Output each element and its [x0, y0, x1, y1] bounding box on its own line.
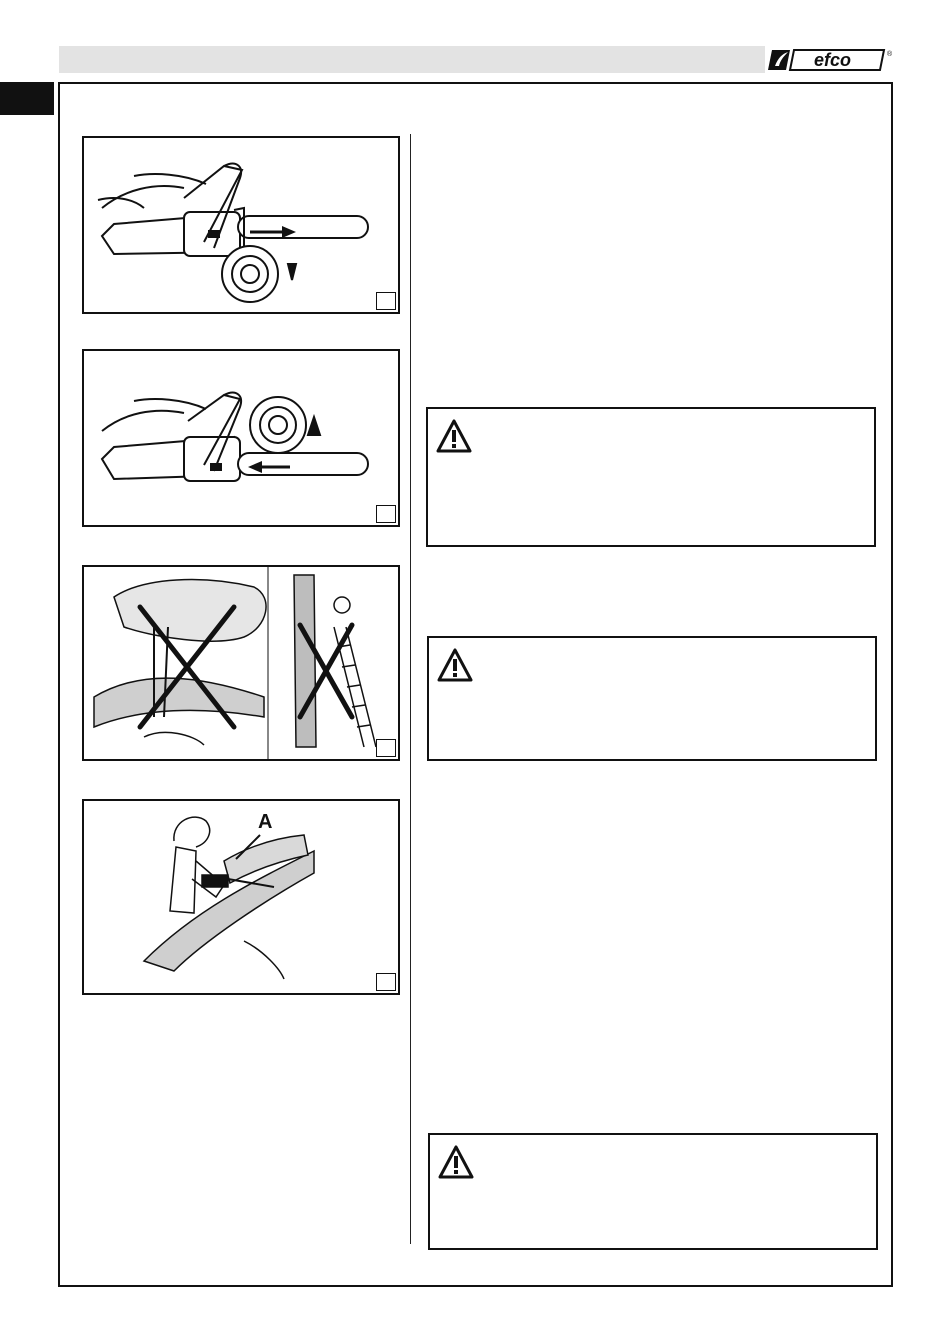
figure-number-box [376, 973, 396, 991]
efco-logo [768, 46, 896, 74]
chainsaw-pulling-chain-illustration [84, 138, 398, 312]
brand-text: efco [814, 50, 852, 70]
forbidden-cutting-in-tree-illustration [84, 567, 398, 759]
figure-chainsaw-pulling-chain [82, 136, 400, 314]
registered-mark: ® [887, 51, 893, 58]
figure-number-box [376, 505, 396, 523]
column-divider [410, 134, 411, 1244]
callout-label-a: A [258, 811, 273, 833]
cutting-branch-illustration [84, 801, 398, 993]
figure-number-box [376, 739, 396, 757]
section-tab-marker [0, 82, 54, 115]
chainsaw-pushing-chain-illustration [84, 351, 398, 525]
figure-number-box [376, 292, 396, 310]
figure-forbidden-tree-cutting [82, 565, 400, 761]
warning-triangle-icon [436, 419, 472, 453]
warning-box-3 [428, 1133, 878, 1250]
warning-triangle-icon [437, 648, 473, 682]
header-bar [59, 46, 765, 73]
warning-box-1 [426, 407, 876, 547]
warning-box-2 [427, 636, 877, 761]
figure-limb-cutting [82, 799, 400, 995]
warning-triangle-icon [438, 1145, 474, 1179]
figure-chainsaw-pushing-chain [82, 349, 400, 527]
